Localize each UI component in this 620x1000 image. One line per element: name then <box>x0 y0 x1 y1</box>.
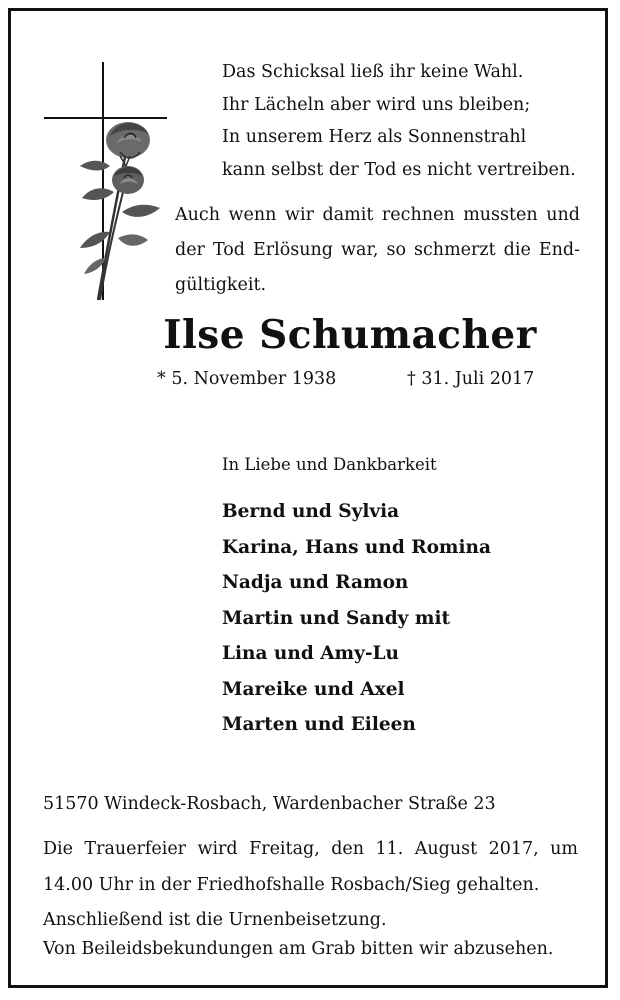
cross-with-roses-icon <box>40 62 170 302</box>
intro-text <box>175 198 580 303</box>
intro-line: gültigkeit. <box>175 275 267 295</box>
poem-line: Das Schicksal ließ ihr keine Wahl. <box>222 62 524 82</box>
intro-line: der Tod Erlösung war, so schmerzt die End- <box>175 240 580 260</box>
birth-date: * 5. November 1938 <box>157 369 337 389</box>
condolence-note: Von Beileidsbekundungen am Grab bitten wir abzusehen. <box>43 939 554 959</box>
family-address: 51570 Windeck-Rosbach, Wardenbacher Straße 23 <box>43 794 496 814</box>
poem-line: Ihr Lächeln aber wird uns bleiben; <box>222 94 531 115</box>
mourner-name: Mareike und Axel <box>222 678 405 700</box>
service-line: Anschließend ist die Urnenbeisetzung. <box>43 910 387 930</box>
poem-line: kann selbst der Tod es nicht vertreiben. <box>222 159 576 180</box>
mourner-name: Martin und Sandy mit <box>222 607 451 629</box>
deceased-name: Ilse Schumacher <box>163 312 537 358</box>
funeral-service-info <box>43 832 578 939</box>
intro-line: Auch wenn wir damit rechnen mussten und <box>175 205 580 225</box>
mourner-name: Nadja und Ramon <box>222 572 409 593</box>
mourner-name: Bernd und Sylvia <box>222 501 400 522</box>
death-date: † 31. Juli 2017 <box>407 369 535 389</box>
poem-line: In unserem Herz als Sonnenstrahl <box>222 127 527 147</box>
service-line: 14.00 Uhr in der Friedhofshalle Rosbach/Sieg gehalten. <box>43 874 540 895</box>
mourner-name: Karina, Hans und Romina <box>222 536 491 558</box>
mourners-heading: In Liebe und Dankbarkeit <box>222 455 437 474</box>
mourners-list <box>222 494 491 743</box>
poem <box>222 56 582 186</box>
service-line: Die Trauerfeier wird Freitag, den 11. August 2017, um <box>43 839 578 859</box>
mourner-name: Marten und Eileen <box>222 714 416 735</box>
mourner-name: Lina und Amy-Lu <box>222 643 400 664</box>
